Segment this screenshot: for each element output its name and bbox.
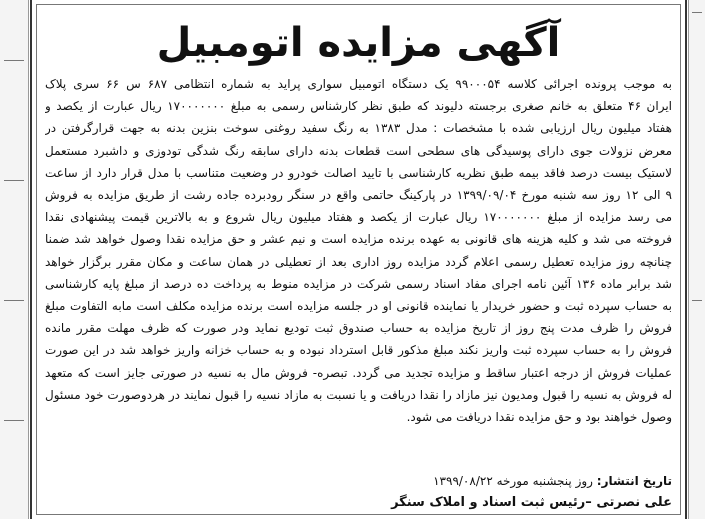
margin-rule [4,180,24,181]
body-line: فروش را ظرف مدت پنج روز از تاریخ مزایده به حساب صندوق ثبت تودیع نماید ودر صورت که ظرف مهلت مقرر مانده [45,321,672,336]
body-line: ۹ الی ۱۲ روز سه شنبه مورخ ۱۳۹۹/۰۹/۰۴ در پارکینگ حاتمی واقع در سنگر رودبرده جاده رشت از طریق مزایده به فروش [45,188,672,203]
body-line: می رسد مزایده از مبلغ ۱۷۰۰۰۰۰۰۰ ریال عبارت از یکصد و هفتاد میلیون ریال شروع و به بالاترین قیمت پیشنهادی نقدا [45,210,672,225]
signature: علی نصرتی –رئیس ثبت اسناد و املاک سنگر [391,495,672,510]
body-line: معرض نزولات جوی دارای پوسیدگی های سطحی است قطعات بدنه دارای سابقه رنگ شدگی تودوزی و داشبرد مستعمل [45,143,672,158]
body-line: له فروش به نسیه را قبول ومدیون نیز مازاد را نقدا دریافت و یا نسبت به مازاد نسیه را قبول نمایند در هردوصورت خود مسئول [45,387,672,402]
body-line: شد برابر ماده ۱۳۶ آئین نامه اجرای مفاد اسناد رسمی شرکت در مزایده منوط به پرداخت ده درصد از مبلغ پایه کارشناسی [45,276,672,291]
margin-rule [4,60,24,61]
left-margin-strip [0,0,29,519]
body-line: به حساب سپرده ثبت و حضور خریدار یا نماینده قانونی او در جلسه مزایده است برنده مزایده مکلف است مابه التفاوت مبلغ [45,299,672,314]
body-line: فروش را به حساب سپرده ثبت واریز نکند مبلغ مذکور قابل استرداد نبوده و به حساب خزانه واریز خواهد شد در این صورت [45,343,672,358]
body-line: عملیات فروش از درجه اعتبار ساقط و مزایده تجدید می گردد. تبصره- فروش مال به نسیه در صورتی جایز است که متعهد [45,365,672,380]
margin-rule [692,300,702,301]
publication-value: روز پنجشنبه مورخه ۱۳۹۹/۰۸/۲۲ [433,474,593,488]
publication-label: تاریخ انتشار: [596,474,672,488]
publication-date [45,470,672,492]
body-line: فروخته می شد و کلیه هزینه های قانونی به عهده برنده مزایده است و نیم عشر و حق مزایده نقدا وصول خواهد شد ضمنا [45,232,672,247]
right-margin-strip [688,0,705,519]
notice-box [36,4,681,515]
notice-body [45,73,672,428]
body-line: لاستیک بیست درصد فاقد بیمه طبق نظریه کارشناسی با تایید اصالت خودرو در وضعیت متناسب با مدل قرار دارد از ساعت [45,165,672,180]
margin-rule [4,300,24,301]
body-line: وصول خواهند بود و حق مزایده نقدا دریافت می شود. [406,410,672,425]
body-line: چنانچه روز مزایده تعطیل رسمی اعلام گردد مزایده روز اداری بعد از تعطیلی در همان ساعت و مکان مقرر برگزار خواهد [45,254,672,269]
body-line: هفتاد میلیون ریال ارزیابی شده با مشخصات : مدل ۱۳۸۳ به رنگ سفید روغنی سوخت بنزین بدنه به جهت قرارگرفتن در [45,121,672,136]
margin-rule [4,420,24,421]
margin-rule [692,12,702,13]
body-line: ایران ۴۶ متعلق به خانم صغری برجسته دلیوند که طبق نظر کارشناس رسمی به مبلغ ۱۷۰۰۰۰۰۰۰ ریال عبارت از یکصد و [45,99,672,114]
body-line: به موجب پرونده اجرائی کلاسه ۹۹۰۰۰۵۴ یک دستگاه اتومبیل سواری پراید به شماره انتظامی ۶۸۷ س ۶۶ سری پلاک [45,77,672,91]
notice-title: آگهی مزایده اتومبیل [156,20,561,66]
